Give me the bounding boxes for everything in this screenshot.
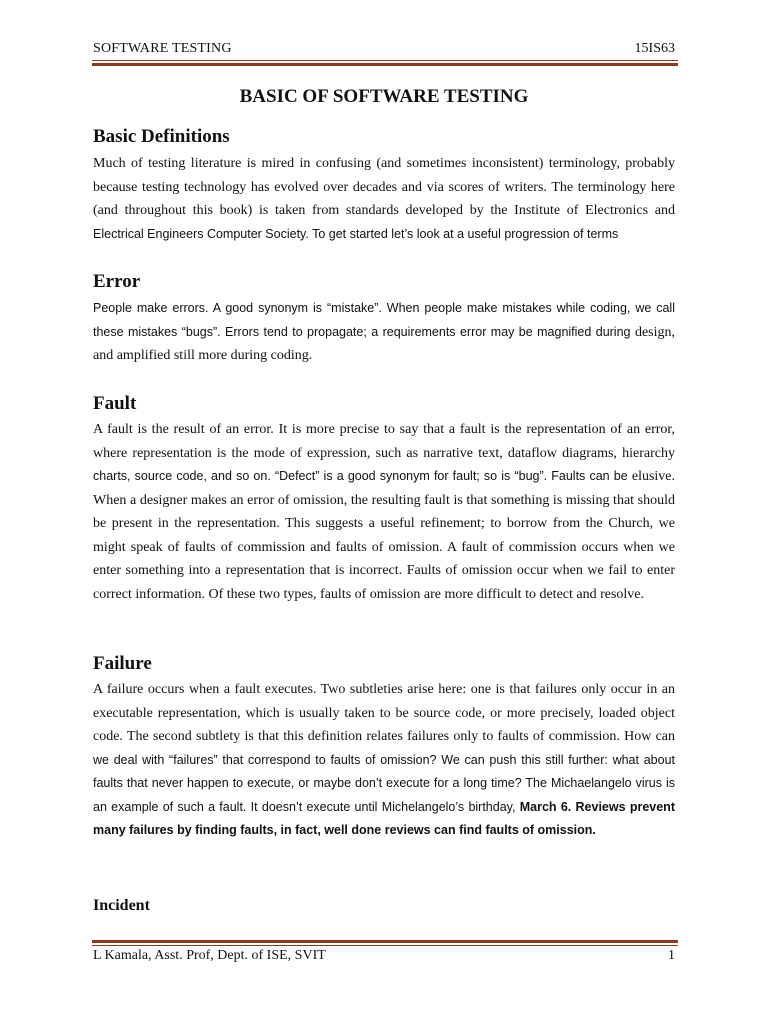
footer-rule-thin <box>92 945 678 946</box>
paragraph-failure-text-1: A failure occurs when a fault executes. Two subtleties arise here: one is that failures only occur in an executable representation, which is usually taken to be source code, or more precisely, loaded object code. The second subtlety is that this definition relates failures only to faults of commission. How can <box>93 682 675 744</box>
paragraph-basic-definitions <box>93 152 675 246</box>
page-title: BASIC OF SOFTWARE TESTING <box>239 86 529 107</box>
heading-fault: Fault <box>93 393 137 414</box>
heading-failure: Failure <box>93 653 152 674</box>
paragraph-failure-text-bold: March 6. Reviews prevent many failures by finding faults, in fact, well done reviews can find faults of omission. <box>93 799 675 837</box>
paragraph-error <box>93 297 675 368</box>
footer-author: L Kamala, Asst. Prof, Dept. of ISE, SVIT <box>93 948 326 963</box>
header-rule-thick <box>92 63 678 66</box>
header-rule-thin <box>92 60 678 61</box>
paragraph-basic-text: Much of testing literature is mired in confusing (and sometimes inconsistent) terminology, probably because testing technology has evolved over decades and via scores of writers. The terminology here (and throughout this book) is taken from standards developed by the Institute of Electronics and <box>93 156 675 218</box>
paragraph-fault <box>93 418 675 606</box>
heading-incident: Incident <box>93 897 150 914</box>
heading-error: Error <box>93 271 141 292</box>
paragraph-error-text: design, and amplified still more during coding. <box>93 324 675 363</box>
footer-rule-thick <box>92 940 678 943</box>
paragraph-error-text-sans: People make errors. A good synonym is “mistake”. When people make mistakes while coding, we call these mistakes “bugs”. Errors tend to propagate; a requirements error may be magnified during <box>93 301 675 339</box>
paragraph-basic-text-sans: Electrical Engineers Computer Society. To get started let’s look at a useful progression of terms <box>93 226 619 241</box>
footer-page-number: 1 <box>668 948 675 963</box>
heading-basic-definitions: Basic Definitions <box>93 126 230 147</box>
paragraph-failure <box>93 678 675 843</box>
paragraph-failure-text-sans: we deal with “failures” that correspond to faults of omission? We can push this still further: what about faults that never happen to execute, or maybe don’t execute for a long time? The Michaelangelo virus is an example of such a fault. It doesn’t execute until Michelangelo’s birthday, <box>93 752 675 814</box>
header-course-code: 15IS63 <box>634 41 675 56</box>
paragraph-fault-text-sans: charts, source code, and so on. “Defect” is a good synonym for fault; so is “bug”. Faults can be <box>93 469 628 483</box>
paragraph-fault-text-2: elusive. When a designer makes an error of omission, the resulting fault is that something is missing that should be present in the representation. This suggests a useful refinement; to borrow from the Church, we might speak of faults of commission and faults of omission. A fault of commission occurs when we enter something into a representation that is incorrect. Faults of omission occur when we fail to enter correct information. Of these two types, faults of omission are more difficult to detect and resolve. <box>93 469 676 602</box>
paragraph-fault-text-1: A fault is the result of an error. It is more precise to say that a fault is the representation of an error, where representation is the mode of expression, such as narrative text, dataflow diagrams, hierarchy <box>93 422 675 461</box>
header-course-title: SOFTWARE TESTING <box>93 41 232 56</box>
